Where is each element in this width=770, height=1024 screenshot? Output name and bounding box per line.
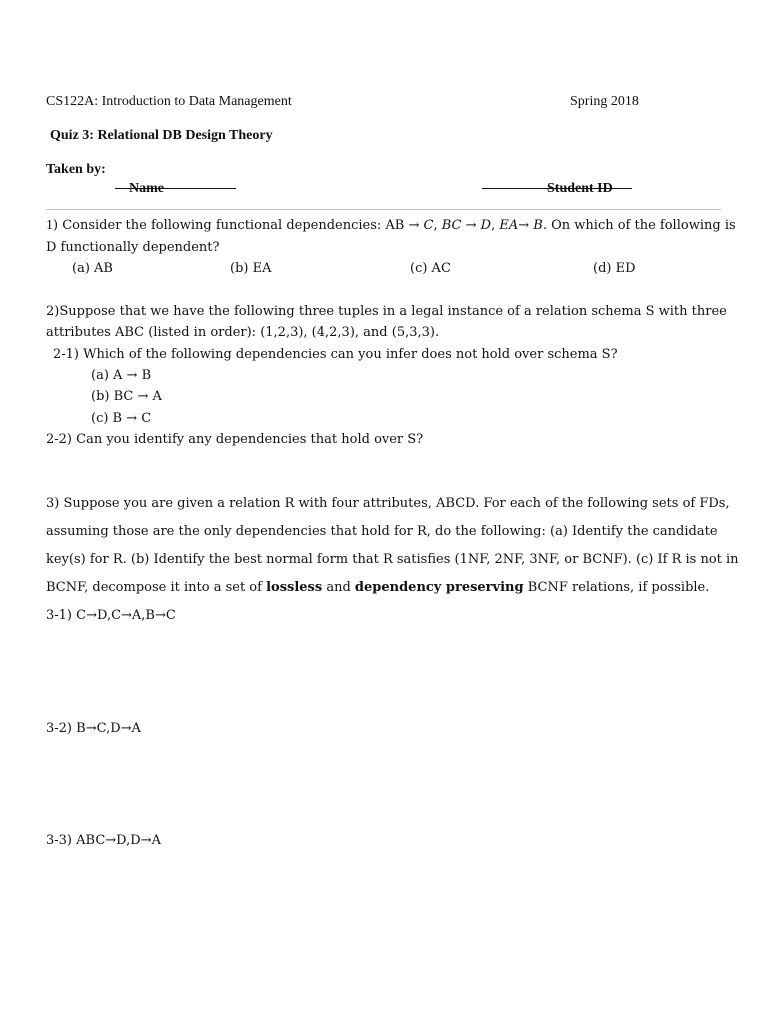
q1-fd5: B: [533, 218, 543, 233]
q3-part-3: 3-3) ABC→D,D→A: [46, 833, 161, 848]
q2-option-a: (a) A → B: [91, 368, 152, 383]
q1-fd2: BC: [441, 218, 462, 233]
q2-sub2: 2-2) Can you identify any dependencies that hold over S?: [46, 432, 424, 447]
term: Spring 2018: [570, 94, 639, 109]
q1-line1: [46, 218, 736, 234]
q3-line4-a: BCNF, decompose it into a set of: [46, 580, 267, 595]
q3-part-1: 3-1) C→D,C→A,B→C: [46, 608, 176, 623]
q3-line3: key(s) for R. (b) Identify the best normal form that R satisfies (1NF, 2NF, 3NF, or BCNF). (c) If R is not in: [46, 552, 739, 567]
q1-text-a: ) Consider the following functional dependencies: AB →: [53, 218, 424, 233]
q2-option-b: (b) BC → A: [91, 389, 162, 404]
q1-text-b: . On which of the following is: [542, 218, 736, 233]
quiz-title: Quiz 3: Relational DB Design Theory: [50, 128, 273, 143]
q3-line4: [46, 580, 709, 595]
name-label: Name: [129, 181, 164, 196]
q1-sep2: ,: [491, 218, 500, 233]
q3-dependency-preserving: dependency preserving: [354, 580, 524, 595]
q1-option-d: (d) ED: [593, 261, 636, 276]
student-id-label: Student ID: [547, 181, 613, 196]
q3-line2: assuming those are the only dependencies that hold for R, do the following: (a) Identify the candidate: [46, 524, 718, 539]
q1-fd1: C: [423, 218, 434, 233]
q3-line1: 3) Suppose you are given a relation R with four attributes, ABCD. For each of the following sets of FDs,: [46, 496, 730, 511]
q2-sub1: 2-1) Which of the following dependencies can you infer does not hold over schema S?: [53, 347, 618, 362]
q3-lossless: lossless: [266, 580, 323, 595]
q1-fd3: D: [480, 218, 492, 233]
q1-option-a: (a) AB: [72, 261, 113, 276]
q2-line2: attributes ABC (listed in order): (1,2,3), (4,2,3), and (5,3,3).: [46, 325, 440, 340]
header-divider: [46, 209, 721, 210]
q1-fd4: EA: [499, 218, 519, 233]
q3-part-2: 3-2) B→C,D→A: [46, 721, 141, 736]
course-title: CS122A: Introduction to Data Management: [46, 94, 292, 109]
q2-option-c: (c) B → C: [91, 411, 152, 426]
q2-line1: 2)Suppose that we have the following three tuples in a legal instance of a relation schema S with three: [46, 304, 727, 319]
q1-number: 1: [46, 218, 53, 233]
q1-line2: D functionally dependent?: [46, 240, 220, 255]
q1-option-b: (b) EA: [230, 261, 272, 276]
taken-by-label: Taken by:: [46, 162, 106, 177]
q1-arrow2: →: [461, 218, 481, 233]
q1-sep1: ,: [433, 218, 442, 233]
q1-arrow3: →: [518, 218, 534, 233]
q1-option-c: (c) AC: [410, 261, 451, 276]
q3-line4-c: BCNF relations, if possible.: [523, 580, 710, 595]
q3-and: and: [322, 580, 355, 595]
